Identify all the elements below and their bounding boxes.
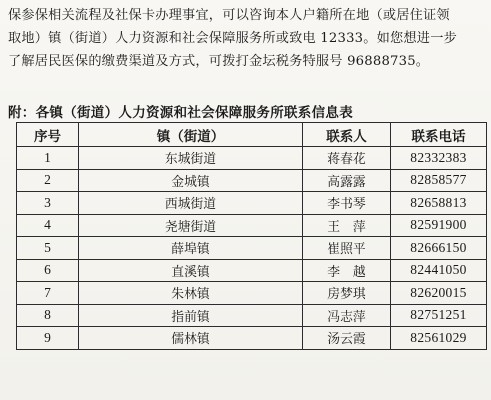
- row-town: 西城街道: [79, 192, 303, 215]
- table-caption: 附：各镇（街道）人力资源和社会保障服务所联系信息表: [8, 105, 353, 121]
- row-index: 5: [17, 237, 79, 260]
- row-index: 2: [17, 169, 79, 192]
- row-contact: 高露露: [303, 169, 391, 192]
- row-town: 直溪镇: [79, 259, 303, 282]
- row-index: 3: [17, 192, 79, 215]
- notice-line: 保参保相关流程及社保卡办理事宜，可以咨询本人户籍所在地（或居住证领: [8, 8, 450, 23]
- header-phone: 联系电话: [391, 123, 487, 147]
- row-index: 1: [17, 147, 79, 170]
- row-contact: 汤云霞: [303, 327, 391, 350]
- row-town: 朱林镇: [79, 282, 303, 305]
- table-row: [17, 214, 487, 237]
- row-phone: 82751251: [391, 304, 487, 327]
- row-town: 东城街道: [79, 147, 303, 170]
- row-town: 薛埠镇: [79, 237, 303, 260]
- row-phone: 82620015: [391, 282, 487, 305]
- table-header-row: [17, 123, 487, 147]
- table-row: [17, 259, 487, 282]
- row-contact: 李书琴: [303, 192, 391, 215]
- contact-table: [16, 122, 487, 350]
- notice-paragraph: [8, 4, 483, 73]
- row-town: 指前镇: [79, 304, 303, 327]
- row-town: 儒林镇: [79, 327, 303, 350]
- table-row: [17, 282, 487, 305]
- row-contact: 蒋春花: [303, 147, 391, 170]
- row-phone: 82658813: [391, 192, 487, 215]
- row-index: 6: [17, 259, 79, 282]
- row-contact: 崔照平: [303, 237, 391, 260]
- row-phone: 82332383: [391, 147, 487, 170]
- table-row: [17, 147, 487, 170]
- row-phone: 82441050: [391, 259, 487, 282]
- row-index: 8: [17, 304, 79, 327]
- row-town: 尧塘街道: [79, 214, 303, 237]
- row-contact: 王 萍: [303, 214, 391, 237]
- row-index: 4: [17, 214, 79, 237]
- notice-line: 取地）镇（街道）人力资源和社会保障服务所或致电 12333。如您想进一步: [8, 31, 457, 46]
- row-phone: 82561029: [391, 327, 487, 350]
- table-row: [17, 192, 487, 215]
- notice-line: 了解居民医保的缴费渠道及方式，可拨打金坛税务特服号 96888735。: [8, 54, 430, 69]
- table-row: [17, 237, 487, 260]
- table-row: [17, 304, 487, 327]
- row-phone: 82858577: [391, 169, 487, 192]
- row-contact: 房梦琪: [303, 282, 391, 305]
- row-index: 9: [17, 327, 79, 350]
- row-index: 7: [17, 282, 79, 305]
- header-index: 序号: [17, 123, 79, 147]
- row-phone: 82666150: [391, 237, 487, 260]
- header-town: 镇（街道）: [79, 123, 303, 147]
- header-contact: 联系人: [303, 123, 391, 147]
- table-row: [17, 327, 487, 350]
- row-phone: 82591900: [391, 214, 487, 237]
- row-contact: 冯志萍: [303, 304, 391, 327]
- row-contact: 李 越: [303, 259, 391, 282]
- table-row: [17, 169, 487, 192]
- row-town: 金城镇: [79, 169, 303, 192]
